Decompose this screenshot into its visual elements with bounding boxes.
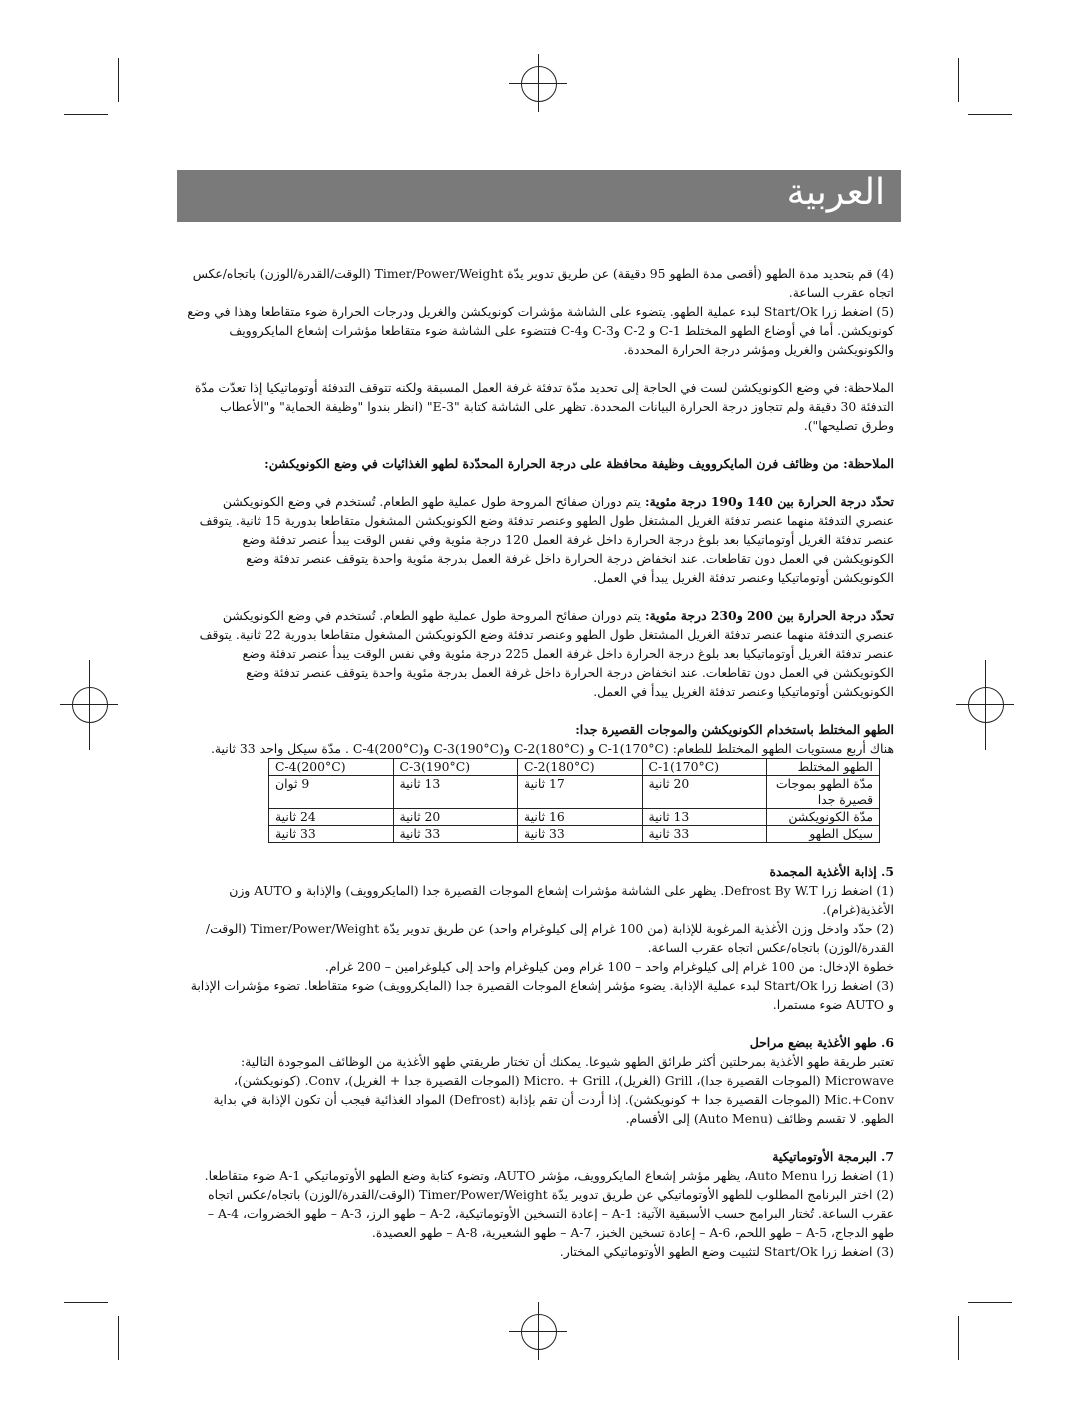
crop-mark-bottom-right-h [968,1302,1012,1303]
crop-mark-top-left-v [118,58,119,102]
crop-mark-bottom-right-v [958,1316,959,1360]
paragraph-note-preheat: الملاحظة: في وضع الكونويكشن لست في الحاجة إلى تحديد مدّة تدفئة غرفة العمل المسبقة ولكنه تتوقف التدفئة أوتوماتيكيا إذا تعدّت مدّة التدفئة 30 دقيقة ولم تتجاوز درجة الحرارة البيانات المحددة. تظهر على الشاشة كتابة "E-3" (انظر بندوا "وظيفة الحماية" و"الأعطاب وطرق تصليحها"). [194,380,894,433]
combined-cooking-title: الطهو المختلط باستخدام الكونويكشن والموجات القصيرة جدا: [575,722,894,737]
auto-step-1: (1) اضغط زرا Auto Menu، يظهر مؤشر إشعاع المايكروويف، مؤشر AUTO، وتضوء كتابة وضع الطهو الأوتوماتيكي A-1 ضوء متقاطعا. [204,1168,894,1183]
table-cell: 13 ثانية [393,776,518,809]
paragraph-step-4: (4) قم بتحديد مدة الطهو (أقصى مدة الطهو 95 دقيقة) عن طريق تدوير يدّة Timer/Power/Weight (الوقت/القدرة/الوزن) باتجاه/عكس اتجاه عقرب الساعة. [192,266,894,300]
multistage-text: تعتبر طريقة طهو الأغذية بمرحلتين أكثر طرائق الطهو شيوعا. يمكنك أن تختار طريقتي طهو الأغذية من الوظائف الموجودة التالية: Microwave (الموجات القصيرة جدا)، Grill (الغريل)، Micro. + Grill (الموجات القصيرة جدا + الغريل)، Conv. (كونويكشن)، Mic.+Conv (الموجات القصيرة جدا + كونويكشن). إذا أردت أن تقم بإذابة (Defrost) المواد الغذائية فيجب أن تكون الإذابة في بداية الطهو. لا تقسم وظائف (Auto Menu) إلى الأقسام. [213,1054,894,1126]
header-banner [177,170,901,222]
defrost-step-3: (3) اضغط زرا Start/Ok لبدء عملية الإذابة. يضوء مؤشر إشعاع الموجات القصيرة جدا (المايكروويف) ضوء متقاطعا. تضوء مؤشرات الإذابة و AUTO ضوء مستمرا. [190,978,894,1012]
section-auto-programming-title: 7. البرمجة الأوتوماتيكية [772,1149,894,1164]
paragraph-note-temperature: الملاحظة: من وظائف فرن المايكروويف وظيفة محافظة على درجة الحرارة المحدّدة لطهو الغذائيات في وضع الكونويكشن: [264,456,894,471]
table-row [269,809,880,826]
table-row-label: مدّة الكونويكشن [767,809,880,826]
table-cell: 16 ثانية [518,809,643,826]
combined-cooking-intro: هناك أربع مستويات الطهو المختلط للطعام: C-1(170°C) و C-2(180°C) وC-3(190°C) وC-4(200°C) . مدّة سيكل واحد 33 ثانية. [210,741,894,756]
table-header-cell: C-4(200°C) [269,759,394,776]
range-140-190-title: تحدّد درجة الحرارة بين 140 و190 درجة مئوية: [644,494,894,509]
table-cell: 33 ثانية [642,826,767,843]
table-cell: 17 ثانية [518,776,643,809]
table-cell: 33 ثانية [269,826,394,843]
crop-mark-top-left-h [64,114,108,115]
crop-mark-top-right-v [958,58,959,102]
paragraph-step-5: (5) اضغط زرا Start/Ok لبدء عملية الطهو. يتضوء على الشاشة مؤشرات كونويكشن والغريل ودرجات الحرارة ضوء متقاطعا وهذا في وضع كونويكشن. أما في أوضاع الطهو المختلط C-1 و C-2 وC-3 وC-4 فتتضوء على الشاشة ضوء متقاطعا مؤشرات إشعاع المايكروويف والكونويكشن والغريل ومؤشر درجة الحرارة المحددة. [187,304,894,357]
table-row-label: مدّة الطهو بموجات قصيرة جدا [767,776,880,809]
paragraph-range-140-190 [186,492,894,587]
table-cell: 24 ثانية [269,809,394,826]
table-cell: 20 ثانية [393,809,518,826]
paragraph-range-200-230 [186,606,894,701]
table-cell: 20 ثانية [642,776,767,809]
table-header-cell: C-3(190°C) [393,759,518,776]
section-multistage-title: 6. طهو الأغذية ببضع مراحل [749,1035,894,1050]
range-200-230-text: يتم دوران صفائح المروحة طول عملية طهو الطعام. تُستخدم في وضع الكونويكشن عنصري التدفئة منهما عنصر تدفئة الغريل المشتغل طول الطهو وعنصر تدفئة وضع الكونويكشن المشغول متقاطعا بدورية 22 ثانية. يتوقف عنصر تدفئة الغريل أوتوماتيكيا بعد بلوغ درجة الحرارة داخل غرفة العمل 225 درجة مئوية وفي نفس الوقت يبدأ عنصر تدفئة وضع الكونويكشن في العمل دون تقاطعات. عند انخفاض درجة الحرارة داخل غرفة العمل بدرجة مئوية واحدة يتوقف عنصر تدفئة وضع الكونويكشن أوتوماتيكيا وعنصر تدفئة الغريل يبدأ في العمل. [199,608,894,699]
table-row-label: سيكل الطهو [767,826,880,843]
range-140-190-text: يتم دوران صفائح المروحة طول عملية طهو الطعام. تُستخدم في وضع الكونويكشن عنصري التدفئة منهما عنصر تدفئة الغريل المشتغل طول الطهو وعنصر تدفئة وضع الكونويكشن المشغول متقاطعا بدورية 15 ثانية. يتوقف عنصر تدفئة الغريل أوتوماتيكيا بعد بلوغ درجة الحرارة داخل غرفة العمل 120 درجة مئوية وفي نفس الوقت يبدأ عنصر تدفئة وضع الكونويكشن في العمل دون تقاطعات. عند انخفاض درجة الحرارة داخل غرفة العمل بدرجة مئوية واحدة يتوقف عنصر تدفئة وضع الكونويكشن أوتوماتيكيا وعنصر تدفئة الغريل يبدأ في العمل. [199,494,894,585]
table-cell: 33 ثانية [393,826,518,843]
crop-mark-bottom-left-v [118,1316,119,1360]
page-title: العربية [786,172,885,213]
auto-step-2: (2) اختر البرنامج المطلوب للطهو الأوتوماتيكي عن طريق تدوير يدّة Timer/Power/Weight (الوقت/القدرة/الوزن) باتجاه/عكس اتجاه عقرب الساعة. تُختار البرامج حسب الأسبقية الآتية: A-1 – إعادة التسخين الأوتوماتيكية، A-2 – طهو الرز، A-3 – طهو الخضروات، A-4 – طهو الدجاج، A-5 – طهو اللحم، A-6 – إعادة تسخين الخبز، A-7 – طهو الشعيرية، A-8 – طهو العصيدة. [207,1187,894,1240]
defrost-step-1: (1) اضغط زرا Defrost By W.T. يظهر على الشاشة مؤشرات إشعاع الموجات القصيرة جدا (المايكروويف) والإذابة و AUTO وزن الأغذية(غرام). [229,883,894,917]
crop-mark-top-right-h [968,114,1012,115]
auto-step-3: (3) اضغط زرا Start/Ok لتثبيت وضع الطهو الأوتوماتيكي المختار. [559,1244,894,1259]
defrost-input-step: خطوة الإدخال: من 100 غرام إلى كيلوغرام واحد – 100 غرام ومن كيلوغرام واحد إلى كيلوغرامين – 200 غرام. [324,959,894,974]
table-header-row [269,759,880,776]
table-header-cell: C-1(170°C) [642,759,767,776]
table-row [269,776,880,809]
table-header-cell: C-2(180°C) [518,759,643,776]
document-body [186,264,894,1261]
table-header-cell: الطهو المختلط [767,759,880,776]
section-defrost-title: 5. إذابة الأغذية المجمدة [769,864,894,879]
table-cell: 33 ثانية [518,826,643,843]
crop-mark-bottom-left-h [64,1302,108,1303]
table-cell: 13 ثانية [642,809,767,826]
table-row [269,826,880,843]
defrost-step-2: (2) حدّد وادخل وزن الأغذية المرغوبة للإذابة (من 100 غرام إلى كيلوغرام واحد) عن طريق تدوير يدّة Timer/Power/Weight (الوقت/القدرة/الوزن) باتجاه/عكس اتجاه عقرب الساعة. [205,921,894,955]
combined-cooking-table [268,758,880,843]
table-cell: 9 ثوان [269,776,394,809]
range-200-230-title: تحدّد درجة الحرارة بين 200 و230 درجة مئوية: [644,608,894,623]
